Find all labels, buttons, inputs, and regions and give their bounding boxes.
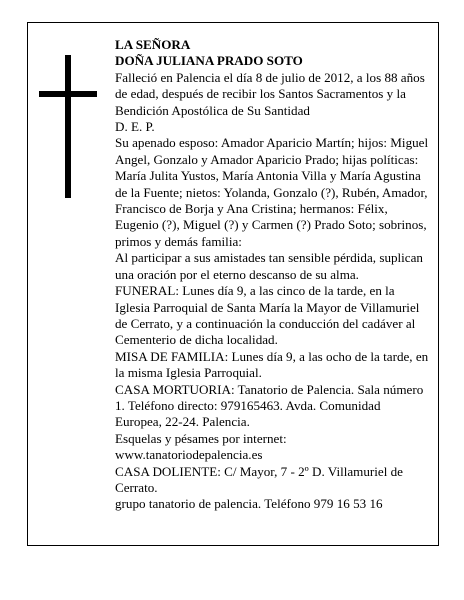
website-link: www.tanatoriodepalencia.es <box>115 447 263 463</box>
death-info: Falleció en Palencia el día 8 de julio de 2012, a los 88 años de edad, después de recibir los Santos Sacramentos y la Bendición Apostólica de Su Santidad <box>115 69 425 118</box>
internet-label: Esquelas y pésames por internet: <box>115 430 287 446</box>
deceased-name: DOÑA JULIANA PRADO SOTO <box>115 53 303 69</box>
mourning-house-info: CASA DOLIENTE: C/ Mayor, 7 - 2º D. Villamuriel de Cerrato. <box>115 463 403 495</box>
cross-vertical-bar <box>65 55 71 198</box>
heading-title: LA SEÑORA <box>115 37 191 52</box>
footer-line: grupo tanatorio de palencia. Teléfono 979 16 53 16 <box>115 496 383 512</box>
obituary-text <box>115 37 429 513</box>
family-mass-info: MISA DE FAMILIA: Lunes día 9, a las ocho de la tarde, en la misma Iglesia Parroquial. <box>115 348 429 381</box>
mortuary-info: CASA MORTUORIA: Tanatorio de Palencia. Sala número 1. Teléfono directo: 979165463. Avda. Comunidad Europea, 22-24. Palencia. <box>115 381 424 430</box>
cross-icon <box>39 55 97 198</box>
prayer-request: Al participar a sus amistades tan sensible pérdida, suplican una oración por el eterno descanso de su alma. <box>115 250 423 282</box>
cross-horizontal-bar <box>39 91 97 97</box>
family-list: Su apenado esposo: Amador Aparicio Martín; hijos: Miguel Angel, Gonzalo y Amador Aparicio Prado; hijas políticas: María Julita Yustos, María Antonia Villa y María Agustina de la Fuente; nietos: Yolanda, Gonzalo (?), Rubén, Amador, Francisco de Borja y Ana Cristina; hermanos: Félix, Eugenio (?), Miguel (?) y Carmen (?) Prado Soto; sobrinos, primos y demás familia: <box>115 135 429 249</box>
funeral-info: FUNERAL: Lunes día 9, a las cinco de la tarde, en la Iglesia Parroquial de Santa María la Mayor de Villamuriel de Cerrato, y a continuación la conducción del cadáver al Cementerio de dicha localidad. <box>115 283 420 348</box>
dep-text: D. E. P. <box>115 119 155 135</box>
